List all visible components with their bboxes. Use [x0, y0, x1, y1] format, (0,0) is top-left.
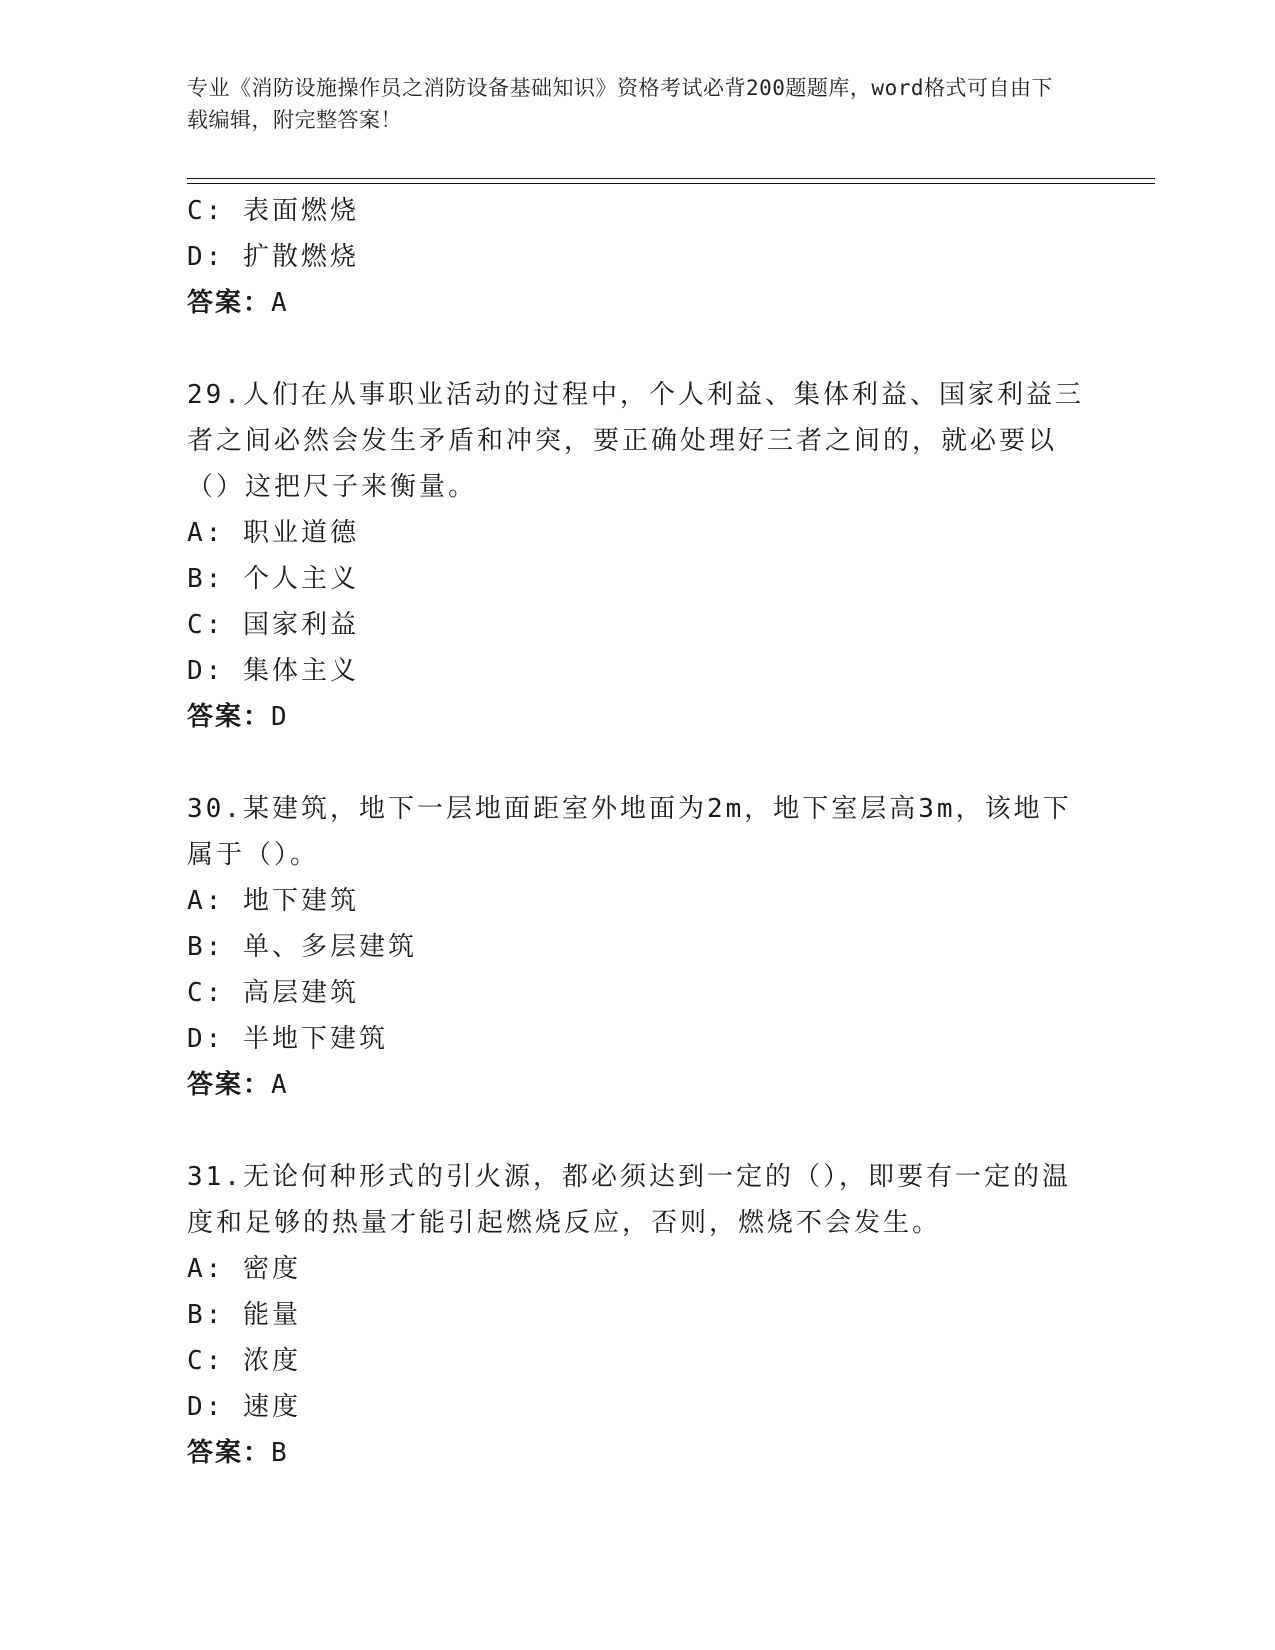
option-b: B: 能量: [187, 1300, 301, 1330]
answer-line: [187, 694, 1087, 740]
option-c: C: 浓度: [187, 1346, 301, 1376]
option-d: D: 半地下建筑: [187, 1024, 388, 1054]
option-a: A: 密度: [187, 1254, 301, 1284]
answer-value: A: [271, 1070, 289, 1100]
question-29: [187, 372, 1087, 740]
question-text: 30.某建筑，地下一层地面距室外地面为2m，地下室层高3m，该地下属于（）。: [187, 794, 1072, 870]
answer-line: [187, 280, 1087, 326]
option-d: D: 扩散燃烧: [187, 242, 359, 272]
continued-question: [187, 188, 1087, 326]
option-a: A: 职业道德: [187, 518, 359, 548]
answer-label: 答案：: [187, 1438, 272, 1468]
option-a: A: 地下建筑: [187, 886, 359, 916]
option-d: D: 集体主义: [187, 656, 359, 686]
question-list: [187, 188, 1087, 1476]
answer-value: B: [271, 1438, 289, 1468]
question-31: [187, 1154, 1087, 1476]
option-c: C: 国家利益: [187, 610, 359, 640]
answer-line: [187, 1430, 1087, 1476]
document-header: 专业《消防设施操作员之消防设备基础知识》资格考试必背200题题库，word格式可自由下载编辑，附完整答案！: [187, 76, 1053, 132]
answer-line: [187, 1062, 1087, 1108]
header-divider-top: [187, 178, 1155, 179]
option-b: B: 个人主义: [187, 564, 359, 594]
question-text: 29.人们在从事职业活动的过程中，个人利益、集体利益、国家利益三者之间必然会发生矛盾和冲突，要正确处理好三者之间的，就必要以（）这把尺子来衡量。: [187, 380, 1084, 502]
answer-label: 答案：: [187, 288, 272, 318]
answer-label: 答案：: [187, 702, 272, 732]
option-c: C: 表面燃烧: [187, 196, 359, 226]
answer-value: A: [271, 288, 289, 318]
answer-label: 答案：: [187, 1070, 272, 1100]
option-b: B: 单、多层建筑: [187, 932, 417, 962]
question-30: [187, 786, 1087, 1108]
header-divider-bottom: [187, 183, 1155, 184]
option-c: C: 高层建筑: [187, 978, 359, 1008]
answer-value: D: [271, 702, 289, 732]
option-d: D: 速度: [187, 1392, 301, 1422]
question-text: 31.无论何种形式的引火源，都必须达到一定的（），即要有一定的温度和足够的热量才能引起燃烧反应，否则，燃烧不会发生。: [187, 1162, 1071, 1238]
